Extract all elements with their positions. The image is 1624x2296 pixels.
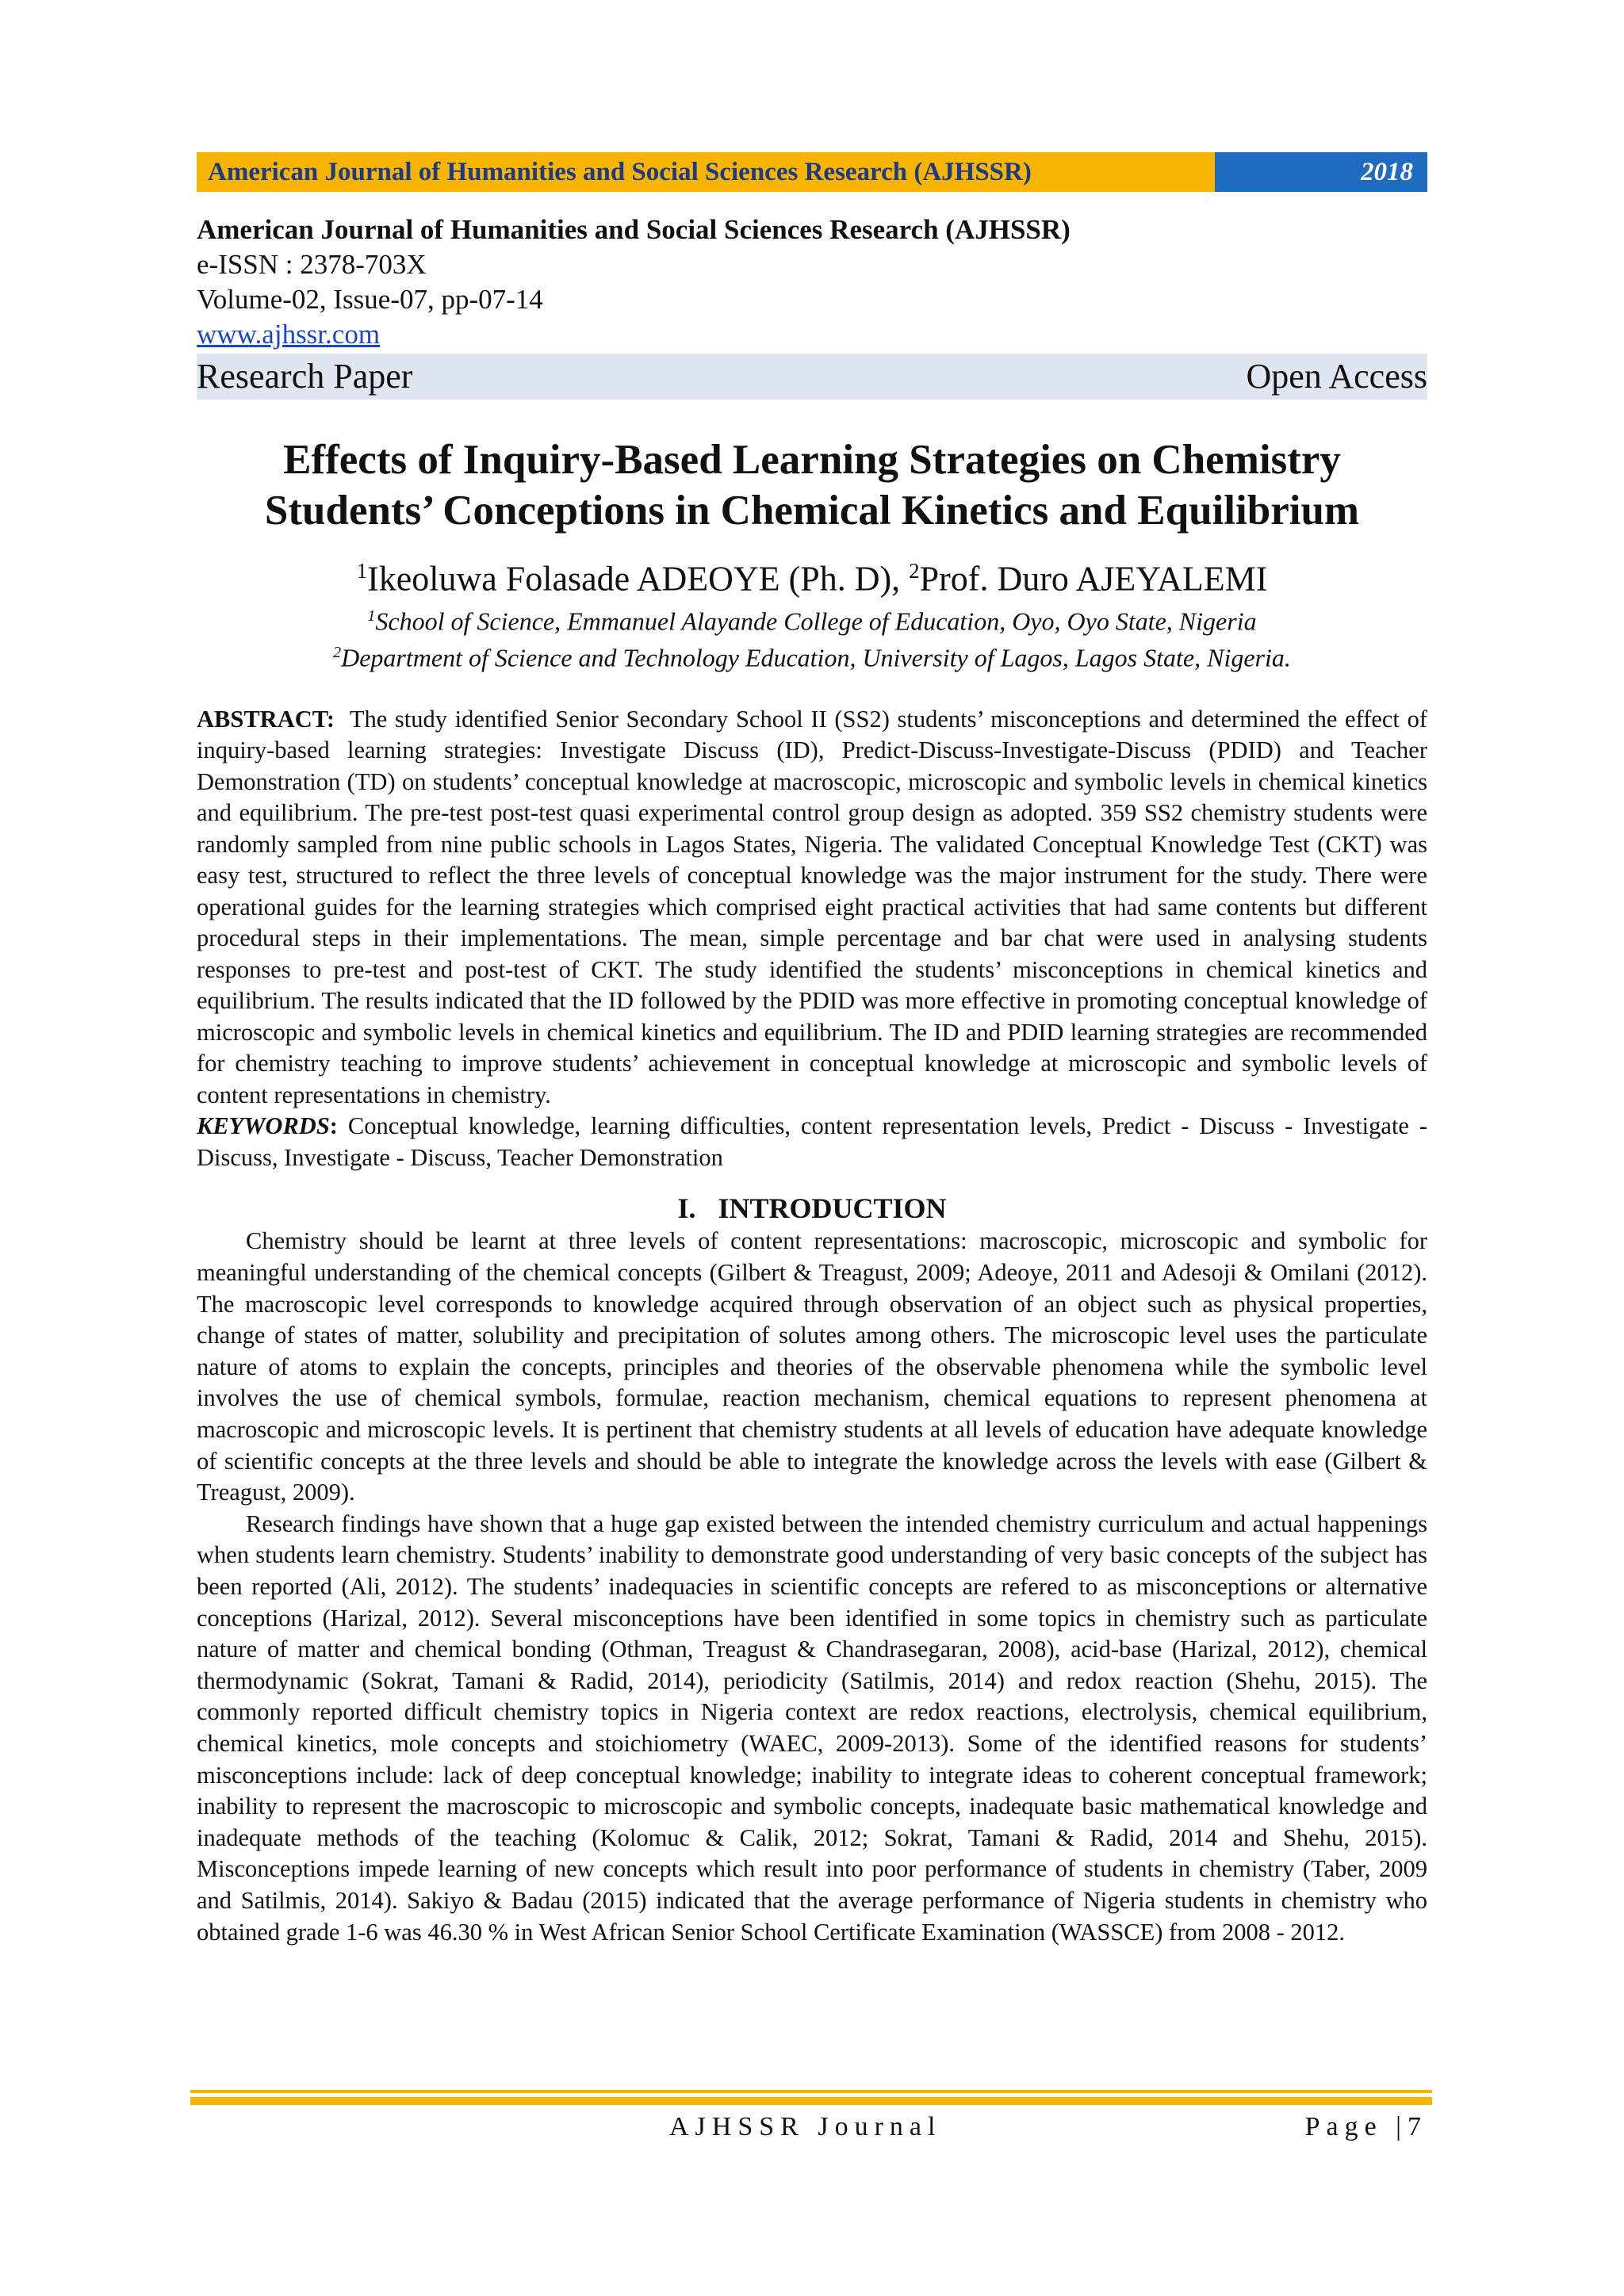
keywords-text: Conceptual knowledge, learning difficulties, content representation levels, Predict - Discuss - Investigate - Discuss, Investigate - Discuss, Teacher Demonstration xyxy=(197,1112,1428,1171)
affil1-sup: 1 xyxy=(367,607,376,625)
affiliation-1 xyxy=(197,600,1427,637)
page-content xyxy=(197,152,1427,1948)
authors xyxy=(197,550,1427,600)
footer-journal: AJHSSR Journal xyxy=(669,2112,942,2141)
section-heading xyxy=(197,1191,1427,1226)
banner-year: 2018 xyxy=(1215,152,1427,192)
keywords xyxy=(197,1111,1427,1173)
author2-sup: 2 xyxy=(909,559,920,583)
affil1-text: School of Science, Emmanuel Alayande College of Education, Oyo, Oyo State, Nigeria xyxy=(375,607,1257,636)
title-line-2: Students’ Conceptions in Chemical Kinetics and Equilibrium xyxy=(264,488,1360,534)
intro-paragraph: Research findings have shown that a huge gap existed between the intended chemistry curriculum and actual happenings when students learn chemistry. Students’ inability to demonstrate good understanding of very basic concepts of the subject has been reported (Ali, 2012). The students’ inadequacies in scientific concepts are refered to as misconceptions or alternative conceptions (Harizal, 2012). Several misconceptions have been identified in some topics in chemistry such as particulate nature of matter and chemical bonding (Othman, Treagust & Chandrasegaran, 2008), acid-base (Harizal, 2012), chemical thermodynamic (Sokrat, Tamani & Radid, 2014), periodicity (Satilmis, 2014) and redox reaction (Shehu, 2015). The commonly reported difficult chemistry topics in Nigeria context are redox reactions, electrolysis, chemical equilibrium, chemical kinetics, mole concepts and stoichiometry (WAEC, 2009-2013). Some of the identified reasons for students’ misconceptions include: lack of deep conceptual knowledge; inability to integrate ideas to coherent conceptual framework; inability to represent the macroscopic to microscopic and symbolic concepts, inadequate basic mathematical knowledge and inadequate methods of the teaching (Kolomuc & Calik, 2012; Sokrat, Tamani & Radid, 2014 and Shehu, 2015). Misconceptions impede learning of new concepts which result into poor performance of students in chemistry (Taber, 2009 and Satilmis, 2014). Sakiyo & Badau (2015) indicated that the average performance of Nigeria students in chemistry who obtained grade 1-6 was 46.30 % in West African Senior School Certificate Examination (WASSCE) from 2008 - 2012. xyxy=(197,1510,1427,1946)
title-line-1: Effects of Inquiry-Based Learning Strategies on Chemistry xyxy=(283,437,1341,483)
affil2-text: Department of Science and Technology Education, University of Lagos, Lagos State, Nigeria. xyxy=(341,643,1291,672)
footer-page-number: Page |7 xyxy=(1304,2112,1427,2141)
intro-paragraph: Chemistry should be learnt at three levels of content representations: macroscopic, microscopic and symbolic for meaningful understanding of the chemical concepts (Gilbert & Treagust, 2009; Adeoye, 2011 and Adesoji & Omilani (2012). The macroscopic level corresponds to knowledge acquired through observation of an object such as physical properties, change of states of matter, solubility and precipitation of solutes among others. The microscopic level uses the particulate nature of atoms to explain the concepts, principles and theories of the observable phenomena while the symbolic level involves the use of chemical symbols, formulae, reaction mechanism, chemical equations to represent phenomena at macroscopic and microscopic levels. It is pertinent that chemistry students at all levels of education have adequate knowledge of scientific concepts at the three levels and should be able to integrate the knowledge across the levels with ease (Gilbert & Treagust, 2009). xyxy=(197,1227,1427,1506)
keywords-label: KEYWORDS xyxy=(197,1112,330,1140)
footer-divider-thin xyxy=(190,2090,1432,2093)
access-type: Open Access xyxy=(1246,357,1427,396)
paper-title xyxy=(197,434,1427,536)
abstract xyxy=(197,704,1427,1112)
journal-info xyxy=(197,212,1427,400)
journal-name: American Journal of Humanities and Social Sciences Research (AJHSSR) xyxy=(197,214,1071,245)
affiliation-2 xyxy=(197,637,1427,674)
keywords-colon: : xyxy=(329,1112,338,1140)
author1-sup: 1 xyxy=(356,559,368,583)
paper-type-bar xyxy=(197,354,1427,400)
website-link[interactable]: www.ajhssr.com xyxy=(197,319,381,350)
abstract-label: ABSTRACT: xyxy=(197,705,335,733)
section-number: I. xyxy=(677,1192,696,1225)
journal-banner xyxy=(197,152,1427,192)
author-1: Ikeoluwa Folasade ADEOYE (Ph. D), xyxy=(367,559,910,599)
eissn: e-ISSN : 2378-703X xyxy=(197,249,427,280)
affil2-sup: 2 xyxy=(333,644,342,662)
author-2: Prof. Duro AJEYALEMI xyxy=(919,559,1268,599)
footer-divider-thick xyxy=(190,2097,1432,2105)
banner-journal-title: American Journal of Humanities and Social Sciences Research (AJHSSR) xyxy=(197,152,1215,192)
page-footer xyxy=(197,2112,1427,2142)
abstract-text: The study identified Senior Secondary School II (SS2) students’ misconceptions and determined the effect of inquiry-based learning strategies: Investigate Discuss (ID), Predict-Discuss-Investigate-Discuss (PDID) and Teacher Demonstration (TD) on students’ conceptual knowledge at macroscopic, microscopic and symbolic levels in chemical kinetics and equilibrium. The pre-test post-test quasi experimental control group design as adopted. 359 SS2 chemistry students were randomly sampled from nine public schools in Lagos States, Nigeria. The validated Conceptual Knowledge Test (CKT) was easy test, structured to reflect the three levels of conceptual knowledge was the major instrument for the study. There were operational guides for the learning strategies which comprised eight practical activities that had same contents but different procedural steps in their implementations. The mean, simple percentage and bar chat were used in analysing students responses to pre-test and post-test of CKT. The study identified the students’ misconceptions in chemical kinetics and equilibrium. The results indicated that the ID followed by the PDID was more effective in promoting conceptual knowledge of microscopic and symbolic levels in chemical kinetics and equilibrium. The ID and PDID learning strategies are recommended for chemistry teaching to improve students’ achievement in conceptual knowledge at microscopic and symbolic levels of content representations in chemistry. xyxy=(197,705,1427,1108)
paper-type: Research Paper xyxy=(197,357,413,396)
section-title: INTRODUCTION xyxy=(718,1192,947,1225)
volume-issue: Volume-02, Issue-07, pp-07-14 xyxy=(197,284,543,315)
